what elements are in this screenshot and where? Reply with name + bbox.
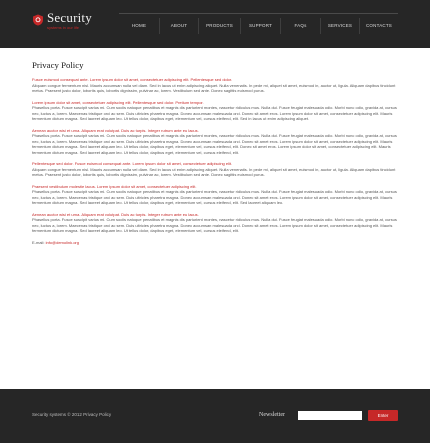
page-title: Privacy Policy	[32, 60, 84, 70]
section-body: Phasellus porta. Fusce suscipit varius mi. Cum sociis natoque penatibus et magnis dis parturient montes, nascetur ridiculus mus. Nulla dui. Fusce feugiat malesuada odio. Morbi nunc odio, gravida at, cursus nec, luctus a, lorem. Maecenas tristique orci ac sem. Duis ultricies pharetra magna. Donec accumsan malesuada orci. Donec sit amet eros. Lorem ipsum dolor sit amet, consectetuer adipiscing elit. Mauris fermentum dictum magna. Sed laoreet aliquam leo. Ut tellus dolor, dapibus eget, elementum vel, cursus eleifend, elit.	[32, 217, 397, 233]
nav-item-contacts[interactable]: CONTACTS	[359, 18, 398, 34]
logo-tagline: systems in our life	[47, 25, 80, 30]
nav-item-support[interactable]: SUPPORT	[240, 18, 280, 34]
nav-item-products[interactable]: PRODUCTS	[198, 18, 240, 34]
section-heading: Aenean auctor wisi et urna. Aliquam erat volutpat. Duis ac turpis. Integer rutrum ante eu lacus.	[32, 127, 199, 133]
shield-logo-icon[interactable]	[32, 14, 44, 26]
section-heading: Fusce euismod consequat ante. Lorem ipsum dolor sit amet, consectetuer adipiscing elit. Pellentesque sed dolor.	[32, 77, 233, 82]
logo-title[interactable]: Security	[47, 10, 92, 25]
footer	[0, 389, 430, 443]
newsletter-label: Newsletter	[259, 412, 285, 418]
newsletter-email-input[interactable]	[298, 411, 362, 420]
policy-section	[32, 161, 398, 178]
email-link[interactable]: info@demolink.org	[45, 239, 79, 245]
main-content	[0, 48, 430, 389]
policy-section	[32, 184, 398, 206]
section-heading: Praesent vestibulum molestie lacus. Lorem ipsum dolor sit amet, consectetuer adipiscing elit.	[32, 183, 197, 189]
contact-email	[32, 240, 398, 246]
nav-item-about[interactable]: ABOUT	[159, 18, 198, 34]
section-body: Aliquam congue fermentum nisl. Mauris accumsan nulla vel diam. Sed in lacus ut enim adipiscing aliquet. Nulla venenatis. In pede mi, aliquet sit amet, euismod in, auctor ut, ligula. Aliquam dapibus tincidunt metus. Praesent justo dolor, lobortis quis, lobortis dignissim, pulvinar ac, lorem. Vestibulum sed ante. Donec sagittis euismod purus.	[32, 82, 396, 93]
nav-divider-line	[119, 13, 398, 14]
policy-section	[32, 77, 398, 94]
section-body: Phasellus porta. Fusce suscipit varius mi. Cum sociis natoque penatibus et magnis dis parturient montes, nascetur ridiculus mus. Nulla dui. Fusce feugiat malesuada odio. Morbi nunc odio, gravida at, cursus nec, luctus a, lorem. Maecenas tristique orci ac sem. Duis ultricies pharetra magna. Donec accumsan malesuada orci. Donec sit amet eros. Lorem ipsum dolor sit amet, consectetuer adipiscing elit. Mauris fermentum dictum magna. Sed laoreet aliquam leo. Ut tellus dolor, dapibus eget, elementum vel, cursus eleifend, elit. Donec sit amet eros. Lorem ipsum dolor sit amet, consectetuer adipiscing elit. Mauris fermentum dictum magna. Sed laoreet aliquam leo. Ut tellus dolor, dapibus eget, elementum vel, cursus eleifend, elit.	[32, 133, 397, 155]
copyright-text: Security systems © 2012 Privacy Policy	[32, 412, 112, 417]
policy-section	[32, 128, 398, 156]
newsletter-enter-button[interactable]: Enter	[368, 410, 398, 421]
section-body: Phasellus porta. Fusce suscipit varius mi. Cum sociis natoque penatibus et magnis dis parturient montes, nascetur ridiculus mus. Nulla dui. Fusce feugiat malesuada odio. Morbi nunc odio, gravida at, cursus nec, luctus a, lorem. Maecenas tristique orci ac sem. Duis ultricies pharetra magna. Donec accumsan malesuada orci. Donec sit amet eros. Lorem ipsum dolor sit amet, consectetuer adipiscing elit. Mauris fermentum dictum magna. Sed laoreet aliquam leo. Ut tellus dolor, dapibus eget, elementum vel, cursus eleifend, elit. Sed in lacus ut enim adipiscing aliquet.	[32, 105, 397, 121]
policy-section	[32, 100, 398, 122]
nav-item-services[interactable]: SERVICES	[320, 18, 359, 34]
section-heading: Lorem ipsum dolor sit amet, consectetuer adipiscing elit. Pellentesque sed dolor. Pretium tempor.	[32, 99, 204, 105]
section-heading: Pellentesque sed dolor. Fusce euismod consequat ante. Lorem ipsum dolor sit amet, consectetuer adipiscing elit.	[32, 161, 233, 166]
section-body: Phasellus porta. Fusce suscipit varius mi. Cum sociis natoque penatibus et magnis dis parturient montes, nascetur ridiculus mus. Nulla dui. Fusce feugiat malesuada odio. Morbi nunc odio, gravida at, cursus nec, luctus a, lorem. Maecenas tristique orci ac sem. Duis ultricies pharetra magna. Donec accumsan malesuada orci. Donec sit amet eros. Lorem ipsum dolor sit amet, consectetuer adipiscing elit. Mauris fermentum dictum magna. Sed laoreet aliquam leo. Ut tellus dolor, dapibus eget, elementum vel, cursus eleifend, elit. Sed laoreet aliquam leo.	[32, 189, 397, 205]
nav-item-faqs[interactable]: FAQs	[280, 18, 320, 34]
email-label: E-mail:	[32, 239, 45, 245]
nav-item-home[interactable]: HOME	[131, 23, 147, 28]
header	[0, 0, 430, 48]
section-body: Aliquam congue fermentum nisl. Mauris accumsan nulla vel diam. Sed in lacus ut enim adipiscing aliquet. Nulla venenatis. In pede mi, aliquet sit amet, euismod in, auctor ut, ligula. Aliquam dapibus tincidunt metus. Praesent justo dolor, lobortis quis, lobortis dignissim, pulvinar ac, lorem. Vestibulum sed ante. Donec sagittis euismod purus.	[32, 166, 396, 177]
policy-section	[32, 212, 398, 234]
section-heading: Aenean auctor wisi et urna. Aliquam erat volutpat. Duis ac turpis. Integer rutrum ante eu lacus.	[32, 211, 199, 217]
main-nav	[119, 18, 398, 34]
